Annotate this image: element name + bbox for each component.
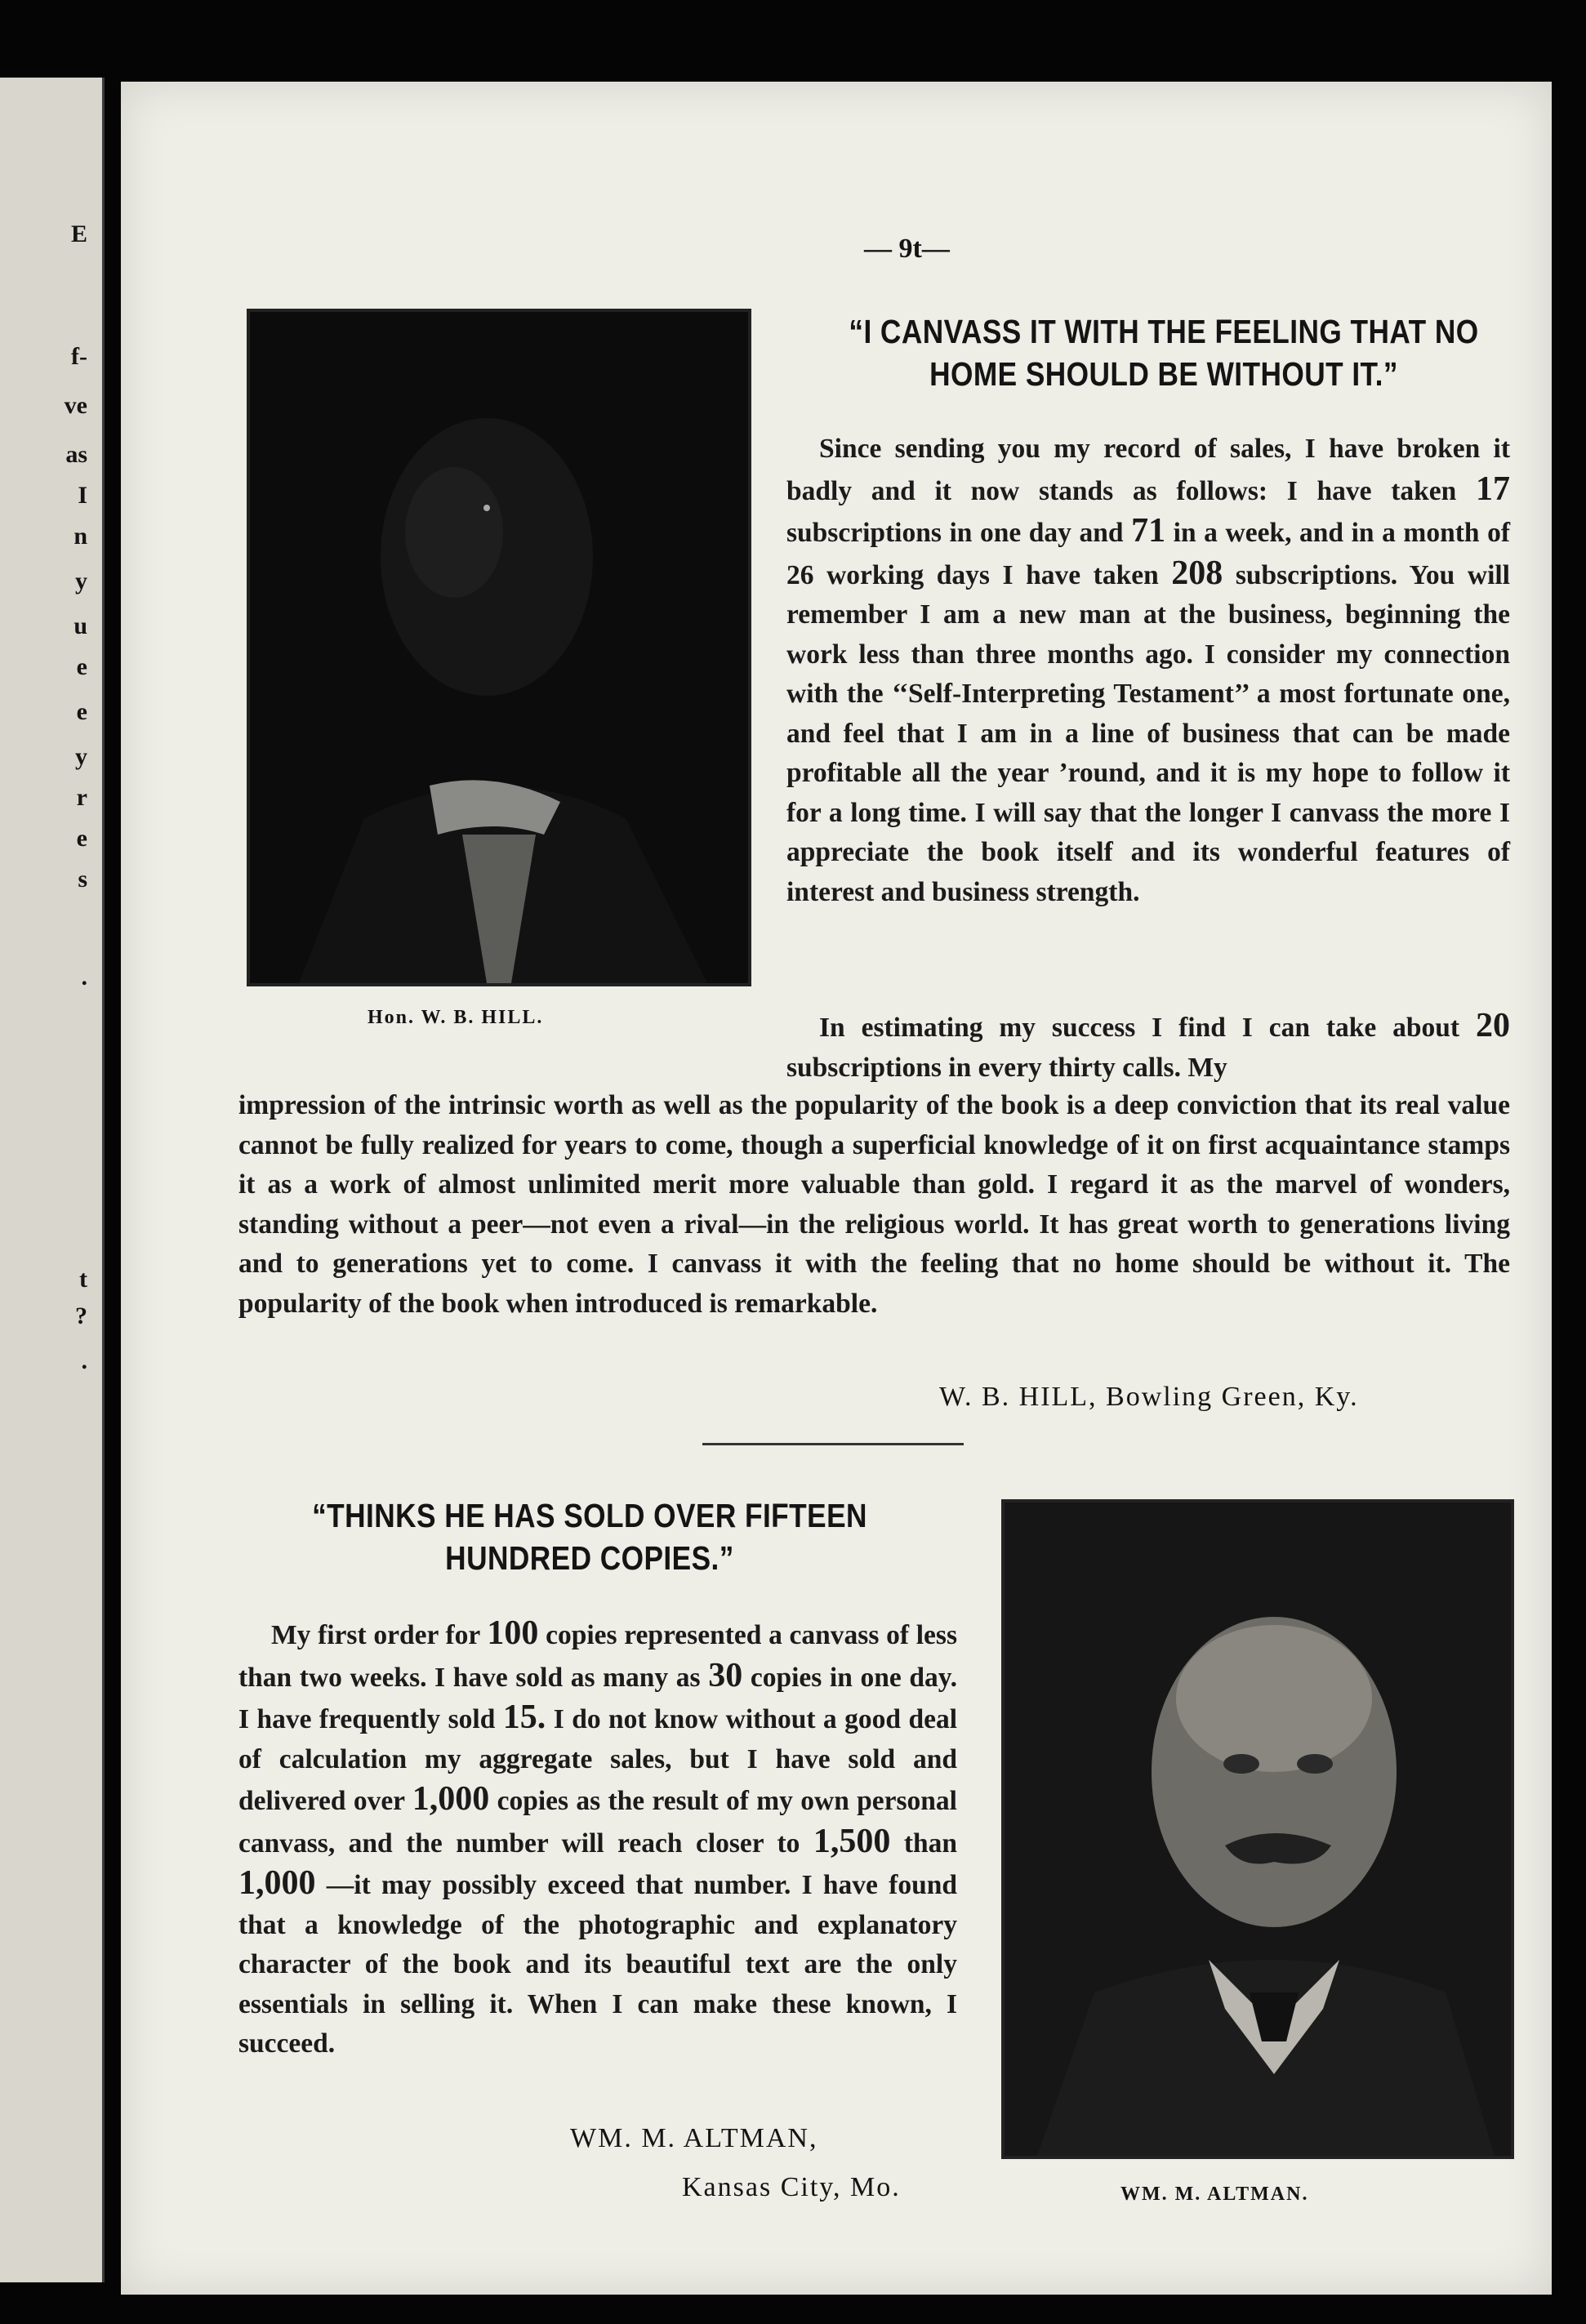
section-divider [702, 1443, 964, 1445]
article2-signature-location: Kansas City, Mo. [682, 2172, 901, 2202]
margin-fragment: s [78, 866, 87, 893]
margin-fragment: y [75, 568, 87, 594]
margin-fragment: ? [75, 1302, 87, 1329]
margin-fragment: e [76, 825, 87, 852]
photo-caption-hill: Hon. W. B. HILL. [368, 1007, 544, 1028]
page-number: — 9t— [864, 234, 950, 264]
margin-fragment: ve [64, 392, 87, 419]
margin-fragment: e [76, 698, 87, 725]
portrait-photo-hill [247, 309, 751, 986]
margin-fragment: y [75, 743, 87, 770]
margin-fragment: f- [71, 343, 87, 370]
article2-paragraph: My first order for 100 copies represented a canvass of less than two weeks. I have sold as many as 30 copies in one day. I have frequently sold 15. I do not know without a good deal of calculation my aggregate sales, but I have sold and delivered over 1,000 copies as the result of my own personal canvass, and the number will reach closer to 1,500 than 1,000 —it may possibly exceed that number. I have found that a knowledge of the photographic and explanatory character of the book and its beautiful text are the only essentials in selling it. When I can make these known, I succeed. [238, 1614, 957, 2059]
article1-signature: W. B. HILL, Bowling Green, Ky. [939, 1382, 1359, 1412]
article1-paragraph3: impression of the intrinsic worth as well as the popularity of the book is a deep conviction that its real value cannot be fully realized for years to come, though a superficial knowledge of it on first acquaintance stamps it as a work of almost unlimited merit more valuable than gold. I regard it as the marvel of wonders, standing without a peer—not even a rival—in the religious world. It has great worth to generations living and to generations yet to come. I canvass it with the feeling that no home should be without it. The popularity of the book when introduced is remarkable. [238, 1090, 1510, 1319]
margin-fragment: as [65, 441, 87, 468]
photo-caption-altman: WM. M. ALTMAN. [1120, 2184, 1309, 2205]
margin-fragment: n [74, 523, 87, 550]
headline-article2-line1: “THINKS HE HAS SOLD OVER FIFTEEN [312, 1497, 867, 1534]
portrait-photo-altman [1001, 1499, 1514, 2159]
margin-fragment: . [81, 1347, 87, 1374]
headline-article1-line1: “I CANVASS IT WITH THE FEELING THAT NO [849, 313, 1479, 350]
margin-fragment: t [79, 1266, 87, 1293]
article1-paragraph2: In estimating my success I find I can take about 20 subscriptions in every thirty calls. My [786, 1007, 1510, 1083]
headline-article2-line2: HUNDRED COPIES.” [445, 1539, 734, 1577]
margin-fragment: e [76, 653, 87, 680]
headline-article1-line2: HOME SHOULD BE WITHOUT IT.” [929, 355, 1398, 393]
margin-fragment: r [76, 784, 87, 811]
portrait-altman-image [1005, 1503, 1511, 2156]
margin-fragment: . [81, 964, 87, 991]
portrait-hill-image [250, 312, 748, 983]
margin-fragment: u [74, 612, 87, 639]
article1-paragraph1: Since sending you my record of sales, I have broken it badly and it now stands as follows: I have taken 17 subscriptions in one day and 71 in a week, and in a month of 26 working days I have taken 208 subscriptions. You will remember I am a new man at the business, beginning the work less than three months ago. I consider my connection with the ‘‘Self-Interpreting Testament’’ a most fortunate one, and feel that I am in a line of business that can be made profitable all the year ’round, and it is my hope to follow it for a long time. I will say that the longer I canvass the more I appreciate the book itself and its wonderful features of interest and business strength. [786, 434, 1510, 907]
adjacent-page-strip [0, 78, 105, 2282]
article2-signature-name: WM. M. ALTMAN, [570, 2123, 818, 2153]
margin-fragment: I [78, 482, 87, 509]
margin-fragment: E [70, 220, 87, 247]
